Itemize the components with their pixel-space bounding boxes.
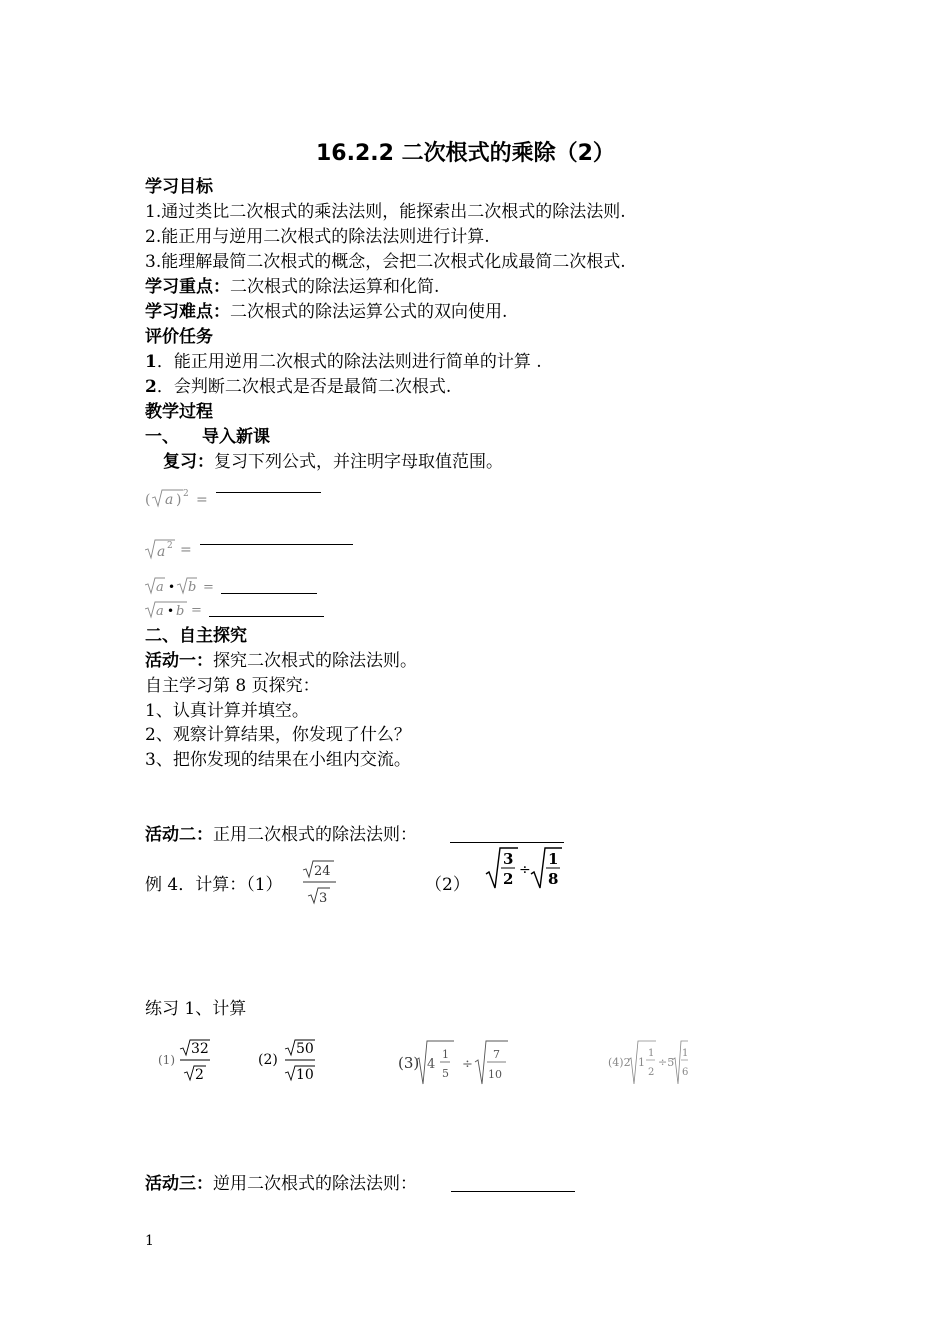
formula-sqrt-ab — [145, 599, 195, 625]
formula-exponent: 2 — [183, 489, 189, 499]
mixed-sqrt-graphic — [608, 1038, 688, 1088]
numerator: 1 — [648, 1048, 655, 1059]
numerator: 24 — [314, 864, 331, 879]
svg-text:): ) — [176, 492, 182, 508]
answer-blank[interactable] — [451, 1191, 575, 1192]
activity3-text: 逆用二次根式的除法法则： — [213, 1174, 417, 1194]
difficulty-text: 二次根式的除法运算公式的双向使用. — [230, 302, 508, 322]
formula-a: a — [156, 604, 164, 619]
mixed-sqrt-graphic — [398, 1038, 514, 1088]
problem-label: (3) — [398, 1054, 420, 1072]
activity3 — [145, 1173, 417, 1195]
example4-label: 例 4．计算：（1） — [145, 875, 283, 895]
denominator: 3 — [319, 891, 328, 906]
section1-title: 导入新课 — [202, 427, 270, 447]
key-point-text: 二次根式的除法运算和化简. — [230, 277, 440, 297]
page-number: 1 — [145, 1233, 154, 1249]
numerator: 7 — [493, 1048, 500, 1061]
formula-dot: • — [167, 604, 175, 618]
answer-blank[interactable] — [209, 616, 324, 617]
denominator: 10 — [488, 1068, 502, 1081]
section2-title: 二、自主探究 — [145, 626, 247, 646]
evaluation-item — [145, 376, 451, 398]
evaluation-num: 1 — [145, 352, 157, 372]
evaluation-num: 2 — [145, 377, 157, 397]
fraction-sqrt-graphic — [300, 858, 340, 908]
activity1-text: 探究二次根式的除法法则。 — [213, 651, 417, 671]
formula-radicand: a — [157, 544, 166, 560]
denominator: 2 — [648, 1067, 655, 1078]
divide-sign: ÷ — [462, 1057, 473, 1072]
formula-exponent: 2 — [167, 541, 173, 551]
numerator: 32 — [191, 1041, 209, 1057]
numerator: 1 — [548, 850, 559, 868]
key-point — [145, 276, 439, 298]
formula-radicand: a — [165, 492, 174, 508]
step-item: 2、观察计算结果，你发现了什么？ — [145, 725, 411, 745]
problem-label: (2) — [258, 1052, 278, 1068]
numerator: 1 — [682, 1048, 688, 1059]
activity2-label: 活动二： — [145, 825, 213, 845]
svg-text:(: ( — [145, 492, 151, 508]
formula-graphic — [145, 599, 195, 621]
step-item: 3、把你发现的结果在小组内交流。 — [145, 750, 411, 770]
difficulty — [145, 301, 507, 323]
formula-graphic — [145, 536, 181, 562]
denominator: 6 — [682, 1067, 688, 1078]
objective-item: 1.通过类比二次根式的乘法法则，能探索出二次根式的除法法则. — [145, 202, 626, 222]
activity2 — [145, 824, 417, 846]
fraction-sqrt-graphic — [484, 846, 566, 892]
review-label: 复习： — [163, 452, 214, 472]
evaluation-text: ．能正用逆用二次根式的除法法则进行简单的计算 . — [156, 352, 542, 372]
objectives-heading: 学习目标 — [145, 177, 213, 197]
activity2-text: 正用二次根式的除法法则： — [213, 825, 417, 845]
answer-blank[interactable] — [200, 544, 353, 545]
formula-b: b — [176, 604, 185, 619]
practice-heading: 练习 1、计算 — [145, 999, 247, 1019]
practice-problem-4 — [608, 1038, 688, 1092]
fraction-sqrt-graphic — [158, 1038, 218, 1086]
evaluation-text: ．会判断二次根式是否是最简二次根式. — [156, 377, 452, 397]
numerator: 1 — [442, 1048, 449, 1061]
denominator: 2 — [503, 870, 514, 888]
formula-sqrt-a2 — [145, 536, 181, 566]
evaluation-heading: 评价任务 — [145, 327, 213, 347]
denominator: 2 — [195, 1067, 204, 1083]
example4-problem1 — [300, 858, 340, 912]
denominator: 5 — [442, 1067, 449, 1080]
divide-sign: ÷ — [519, 862, 531, 878]
self-study: 自主学习第 8 页探究： — [145, 676, 320, 696]
activity3-label: 活动三： — [145, 1174, 213, 1194]
problem-label: (4)2 — [608, 1056, 631, 1069]
formula-equals: = — [191, 603, 202, 618]
divide-sign: ÷5 — [658, 1056, 675, 1069]
problem-label: (1) — [158, 1053, 175, 1067]
formula-equals: = — [196, 492, 208, 508]
activity1-label: 活动一： — [145, 651, 213, 671]
formula-equals: = — [203, 580, 214, 595]
evaluation-item — [145, 351, 542, 373]
review-text: 复习下列公式，并注明字母取值范围。 — [214, 452, 503, 472]
practice-problem-1 — [158, 1038, 218, 1090]
answer-blank[interactable] — [221, 593, 317, 594]
practice-problem-2 — [258, 1038, 320, 1090]
example4-label2: （2） — [425, 875, 470, 895]
practice-problem-3 — [398, 1038, 514, 1092]
answer-blank[interactable] — [450, 842, 564, 843]
answer-blank[interactable] — [216, 492, 321, 493]
whole-number: 4 — [427, 1057, 436, 1072]
formula-dot: • — [168, 580, 176, 594]
activity1 — [145, 650, 417, 672]
denominator: 10 — [296, 1067, 314, 1083]
formula-b: b — [188, 580, 197, 595]
whole-number: 1 — [638, 1056, 645, 1069]
numerator: 3 — [503, 850, 514, 868]
section1-num: 一、 — [145, 427, 179, 447]
key-point-label: 学习重点： — [145, 277, 230, 297]
formula-equals: = — [180, 542, 192, 558]
numerator: 50 — [296, 1041, 314, 1057]
page-title: 16.2.2 二次根式的乘除（2） — [316, 141, 615, 166]
formula-a: a — [156, 580, 164, 595]
example4-problem2 — [484, 846, 566, 896]
objective-item: 3.能理解最简二次根式的概念，会把二次根式化成最简二次根式. — [145, 252, 626, 272]
process-heading: 教学过程 — [145, 402, 213, 422]
objective-item: 2.能正用与逆用二次根式的除法法则进行计算. — [145, 227, 490, 247]
step-item: 1、认真计算并填空。 — [145, 701, 309, 721]
denominator: 8 — [548, 870, 559, 888]
review — [163, 451, 503, 473]
fraction-sqrt-graphic — [258, 1038, 320, 1086]
difficulty-label: 学习难点： — [145, 302, 230, 322]
